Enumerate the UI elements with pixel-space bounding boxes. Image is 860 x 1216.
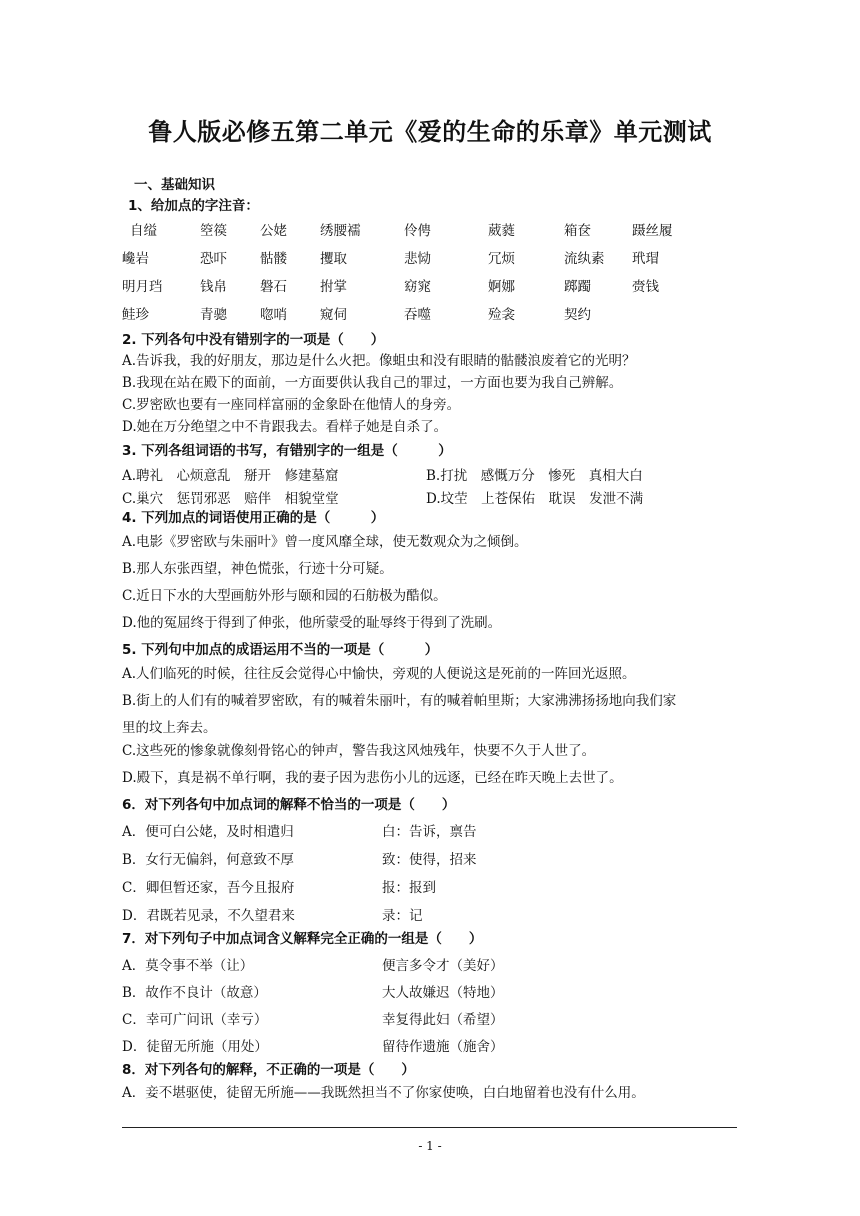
question-6-option-a: A．便可白公姥，及时相遣归: [122, 824, 294, 840]
word-cell: 自缢: [130, 223, 157, 239]
question-2-option-a: A.告诉我，我的好朋友，那边是什么火把。像蛆虫和没有眼睛的骷髅浪废着它的光明？: [122, 353, 636, 369]
question-7-option-d: D．徒留无所施（用处）: [122, 1039, 268, 1055]
section-heading: 一、基础知识: [134, 177, 215, 193]
question-7-stem: 7．对下列句子中加点词含义解释完全正确的一组是（ ）: [122, 931, 483, 947]
question-6-option-c-gloss: 报：报到: [382, 880, 436, 896]
word-row: [122, 303, 742, 331]
page-title: 鲁人版必修五第二单元《爱的生命的乐章》单元测试: [148, 118, 712, 146]
word-cell: 蹑丝履: [632, 223, 673, 239]
word-cell: 磐石: [260, 279, 287, 295]
question-4-option-b: B.那人东张西望，神色慌张，行迹十分可疑。: [122, 561, 393, 577]
question-4-option-a: A.电影《罗密欧与朱丽叶》曾一度风靡全球，使无数观众为之倾倒。: [122, 534, 528, 550]
question-5-option-b-cont: 里的坟上奔去。: [122, 720, 217, 736]
word-cell: 葳蕤: [488, 223, 515, 239]
word-cell: 伶俜: [404, 223, 431, 239]
word-cell: 箜篌: [200, 223, 227, 239]
word-cell: 玳瑁: [632, 251, 659, 267]
question-5-stem: 5. 下列句中加点的成语运用不当的一项是（ ）: [122, 642, 439, 658]
question-5-option-c: C.这些死的惨象就像刻骨铭心的钟声，警告我这风烛残年，快要不久于人世了。: [122, 743, 596, 759]
word-row: [122, 275, 742, 303]
word-cell: 骷髅: [260, 251, 287, 267]
word-cell: 箱奁: [564, 223, 591, 239]
question-3-option-a: A.聘礼 心烦意乱 掰开 修建墓窟: [122, 468, 339, 484]
question-6-stem: 6．对下列各句中加点词的解释不恰当的一项是（ ）: [122, 797, 456, 813]
question-7-option-c-second: 幸复得此妇（希望）: [382, 1012, 504, 1028]
word-cell: 唿哨: [260, 307, 287, 323]
word-cell: 恐吓: [200, 251, 227, 267]
word-row: [122, 219, 742, 247]
word-cell: 殓衾: [488, 307, 515, 323]
question-6-option-b-gloss: 致：使得，招来: [382, 852, 477, 868]
question-5-option-a: A.人们临死的时候，往往反会觉得心中愉快，旁观的人便说这是死前的一阵回光返照。: [122, 666, 636, 682]
question-1-stem: 1、给加点的字注音：: [128, 198, 259, 214]
word-cell: 吞噬: [404, 307, 431, 323]
question-7-option-c: C．幸可广问讯（幸亏）: [122, 1012, 268, 1028]
word-cell: 契约: [564, 307, 591, 323]
question-2-option-d: D.她在万分绝望之中不肯跟我去。看样子她是自杀了。: [122, 419, 448, 435]
word-cell: 公姥: [260, 223, 287, 239]
word-cell: 攫取: [320, 251, 347, 267]
question-7-option-b-second: 大人故嫌迟（特地）: [382, 985, 504, 1001]
question-7-option-b: B．故作不良计（故意）: [122, 985, 267, 1001]
question-3-stem: 3. 下列各组词语的书写，有错别字的一组是（ ）: [122, 443, 452, 459]
word-cell: 赍钱: [632, 279, 659, 295]
page-number: - 1 -: [418, 1139, 442, 1153]
question-6-option-a-gloss: 白：告诉，禀告: [382, 824, 477, 840]
question-7-option-d-second: 留待作遗施（施舍）: [382, 1039, 504, 1055]
question-2-option-c: C.罗密欧也要有一座同样富丽的金象卧在他情人的身旁。: [122, 397, 461, 413]
word-cell: 窈窕: [404, 279, 431, 295]
question-3-option-b: B.打扰 感慨万分 惨死 真相大白: [426, 468, 643, 484]
question-6-option-b: B．女行无偏斜，何意致不厚: [122, 852, 294, 868]
question-6-option-d-gloss: 录：记: [382, 908, 423, 924]
question-4-option-d: D.他的冤屈终于得到了伸张，他所蒙受的耻辱终于得到了洗刷。: [122, 615, 502, 631]
question-8-stem: 8．对下列各句的解释，不正确的一项是（ ）: [122, 1062, 415, 1078]
question-4-stem: 4. 下列加点的词语使用正确的是（ ）: [122, 510, 385, 526]
question-6-option-c: C．卿但暂还家，吾今且报府: [122, 880, 295, 896]
word-cell: 悲恸: [404, 251, 431, 267]
question-8-option-a: A．妾不堪驱使，徒留无所施——我既然担当不了你家使唤，白白地留着也没有什么用。: [122, 1085, 645, 1101]
question-5-option-b: B.街上的人们有的喊着罗密欧，有的喊着朱丽叶，有的喊着帕里斯；大家沸沸扬扬地向我们家: [122, 693, 677, 709]
word-cell: 巉岩: [122, 251, 149, 267]
word-cell: 鲑珍: [122, 307, 149, 323]
word-cell: 拊掌: [320, 279, 347, 295]
question-7-option-a-second: 便言多令才（美好）: [382, 958, 504, 974]
word-cell: 钱帛: [200, 279, 227, 295]
word-cell: 冗烦: [488, 251, 515, 267]
word-cell: 明月珰: [122, 279, 163, 295]
word-cell: 窥伺: [320, 307, 347, 323]
question-4-option-c: C.近日下水的大型画舫外形与颐和园的石舫极为酷似。: [122, 588, 447, 604]
word-cell: 踯躅: [564, 279, 591, 295]
question-7-option-a: A．莫令事不举（让）: [122, 958, 254, 974]
question-3-option-d: D.坟茔 上苍保佑 耽误 发泄不满: [426, 491, 644, 507]
question-2-option-b: B.我现在站在殿下的面前，一方面要供认我自己的罪过，一方面也要为我自己辨解。: [122, 375, 623, 391]
footer-divider: [122, 1127, 737, 1128]
word-row: [122, 247, 742, 275]
word-cell: 青骢: [200, 307, 227, 323]
word-cell: 流纨素: [564, 251, 605, 267]
question-6-option-d: D．君既若见录，不久望君来: [122, 908, 295, 924]
word-cell: 绣腰襦: [320, 223, 361, 239]
pinyin-word-grid: [122, 219, 742, 331]
question-3-option-c: C.巢穴 惩罚邪恶 赔伴 相貌堂堂: [122, 491, 339, 507]
question-2-stem: 2. 下列各句中没有错别字的一项是（ ）: [122, 332, 385, 348]
question-5-option-d: D.殿下，真是祸不单行啊，我的妻子因为悲伤小儿的远逐，已经在昨天晚上去世了。: [122, 770, 623, 786]
word-cell: 婀娜: [488, 279, 515, 295]
